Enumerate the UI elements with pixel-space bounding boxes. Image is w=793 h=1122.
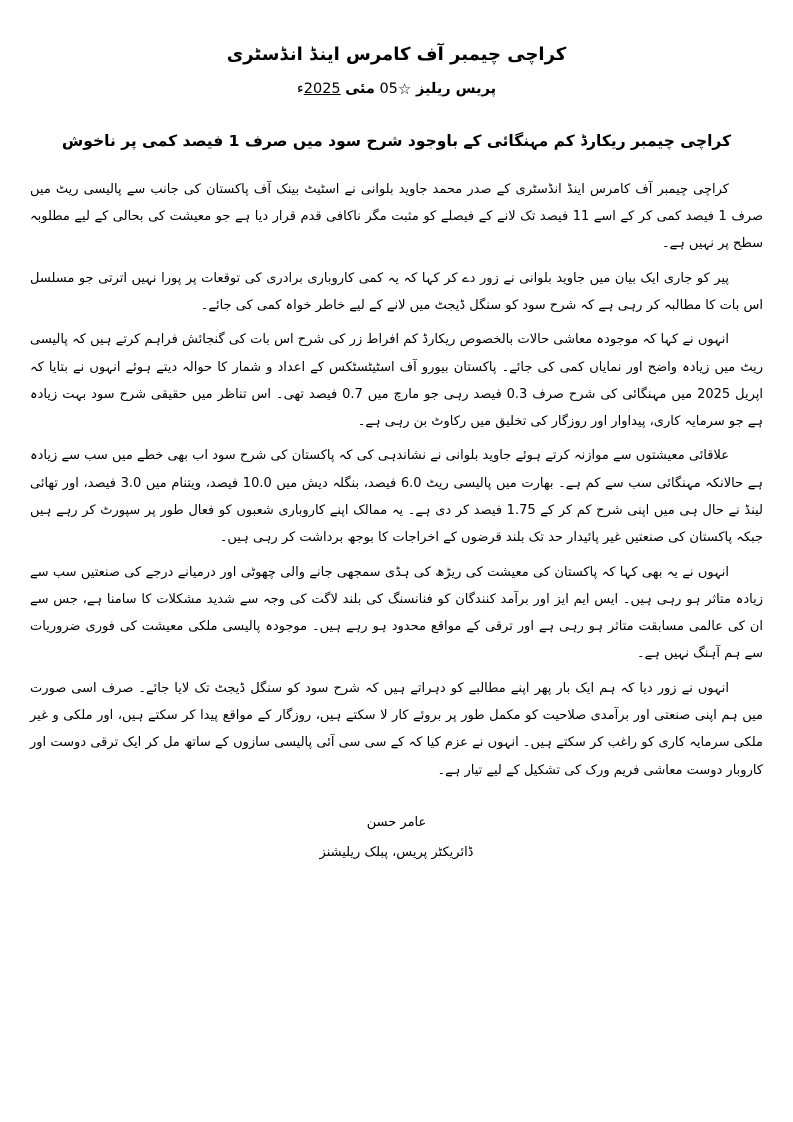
body-text	[30, 176, 763, 784]
date-year: 2025	[303, 81, 341, 98]
date-month: مئی	[345, 81, 375, 98]
headline: کراچی چیمبر ریکارڈ کم مہنگائی کے باوجود شرح سود میں صرف 1 فیصد کمی پر ناخوش	[61, 131, 732, 150]
date-day: 05	[379, 81, 398, 98]
paragraph: علاقائی معیشتوں سے موازنہ کرتے ہوئے جاوید بلوانی نے نشاندہی کی کہ پاکستان کی شرح سود اب بھی خطے میں سب سے زیادہ ہے حالانکہ مہنگائی سب سے کم ہے۔ بھارت میں پالیسی ریٹ 6.0 فیصد، بنگلہ دیش میں 10.0 فیصد، ویتنام میں 3.0 فیصد، اور تھائی لینڈ نے حال ہی میں اپنی شرح کم کر کے 1.75 فیصد کر دی ہے۔ یہ ممالک اپنے کاروباری شعبوں کو فعال طور پر سپورٹ کر رہے ہیں جبکہ پاکستان کی صنعتیں غیر پائیدار حد تک بلند قرضوں کے اخراجات کا بوجھ برداشت کر رہی ہیں۔	[30, 448, 764, 546]
signature-block	[30, 808, 763, 868]
paragraph: پیر کو جاری ایک بیان میں جاوید بلوانی نے زور دے کر کہا کہ یہ کمی کاروباری برادری کی توقعات پر پورا نہیں اترتی جو مسلسل اس بات کا مطالبہ کر رہی ہے کہ شرح سود کو سنگل ڈیجٹ میں لانے کے لیے خاطر خواہ کمی کی جائے۔	[30, 270, 763, 313]
paragraph: انہوں نے زور دیا کہ ہم ایک بار پھر اپنے مطالبے کو دہراتے ہیں کہ شرح سود کو سنگل ڈیجٹ تک لایا جائے۔ صرف اسی صورت میں ہم اپنی صنعتی اور برآمدی صلاحیت کو مکمل طور پر بروئے کار لا سکتے ہیں، روزگار کے مواقع پیدا کر سکتے ہیں، اور ملکی و غیر ملکی سرمایہ کاری کو راغب کر سکتے ہیں۔ انہوں نے عزم کیا کہ کے سی سی آئی پالیسی سازوں کے ساتھ مل کر ایک ترقی دوست اور کاروبار دوست معاشی فریم ورک کی تشکیل کے لیے تیار ہے۔	[30, 680, 763, 778]
document-title: کراچی چیمبر آف کامرس اینڈ انڈسٹری	[226, 44, 567, 65]
paragraph: انہوں نے یہ بھی کہا کہ پاکستان کی معیشت کی ریڑھ کی ہڈی سمجھی جانے والی چھوٹی اور درمیانے درجے کی صنعتیں سب سے زیادہ متاثر ہو رہی ہیں۔ ایس ایم ایز اور برآمد کنندگان کو فنانسنگ کی بلند لاگت کی وجہ سے شدید مشکلات کا سامنا ہے، جس سے ان کی عالمی مسابقت متاثر ہو رہی ہے اور ترقی کے مواقع محدود ہو رہے ہیں۔ موجودہ پالیسی ملکی معیشت کی فوری ضروریات سے ہم آہنگ نہیں ہے۔	[30, 564, 763, 662]
signature-designation: ڈائریکٹر پریس، پبلک ریلیشنز	[319, 844, 474, 860]
date-era: ء	[296, 81, 304, 98]
press-release-label: پریس ریلیز	[415, 81, 497, 98]
paragraph: کراچی چیمبر آف کامرس اینڈ انڈسٹری کے صدر محمد جاوید بلوانی نے اسٹیٹ بینک آف پاکستان کی جانب سے پالیسی ریٹ میں صرف 1 فیصد کمی کر کے اسے 11 فیصد تک لانے کے فیصلے کو مثبت مگر ناکافی قدم قرار دیا ہے جو معیشت کی بحالی کے لیے مطلوبہ سطح پر نہیں ہے۔	[30, 181, 764, 252]
star-icon: ☆	[397, 80, 412, 99]
paragraph: انہوں نے کہا کہ موجودہ معاشی حالات بالخصوص ریکارڈ کم افراط زر کی شرح اس بات کی گنجائش فراہم کرتے ہیں کہ پالیسی ریٹ میں زیادہ واضح اور نمایاں کمی کی جائے۔ پاکستان بیورو آف اسٹیٹسٹکس کے اعداد و شمار کا حوالہ دیتے ہوئے انہوں نے بتایا کہ اپریل 2025 میں مہنگائی کی شرح صرف 0.3 فیصد رہی جو مارچ میں 0.7 فیصد تھی۔ اس تناظر میں حقیقی شرح سود بہت زیادہ ہے جو سرمایہ کاری، پیداوار اور روزگار کی تخلیق میں رکاوٹ بن رہی ہے۔	[30, 332, 763, 430]
date-line	[30, 77, 763, 101]
signature-name: عامر حسن	[366, 814, 427, 830]
press-release-page	[30, 0, 763, 868]
